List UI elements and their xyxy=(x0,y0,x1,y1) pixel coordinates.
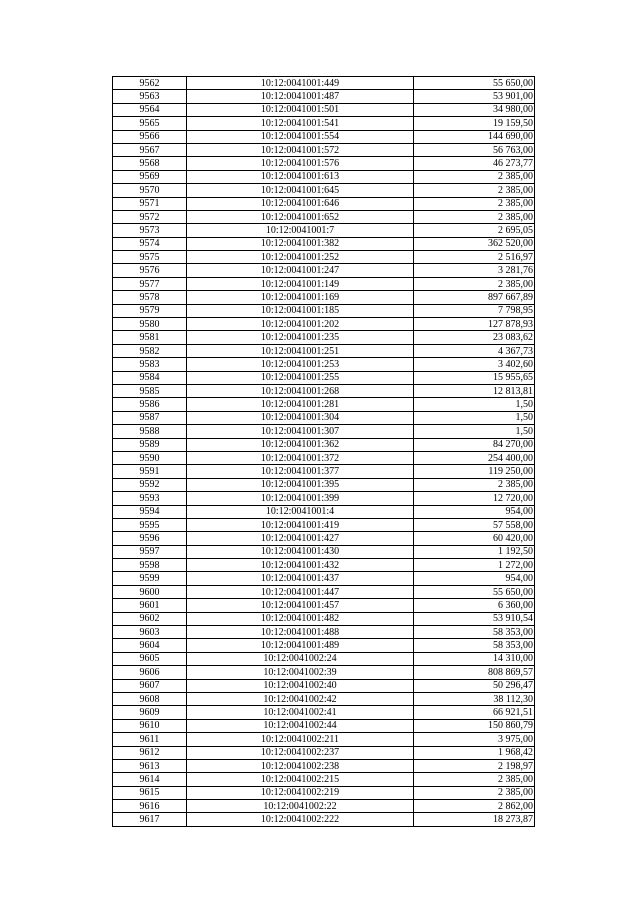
value-cell: 2 516,97 xyxy=(414,251,535,264)
row-number-cell: 9567 xyxy=(113,143,187,156)
value-cell: 254 400,00 xyxy=(414,451,535,464)
cadastral-number-cell: 10:12:0041001:419 xyxy=(187,518,414,531)
value-cell: 53 910,54 xyxy=(414,612,535,625)
cadastral-number-cell: 10:12:0041002:24 xyxy=(187,652,414,665)
value-cell: 46 273,77 xyxy=(414,157,535,170)
value-cell: 1,50 xyxy=(414,411,535,424)
table-row xyxy=(113,197,535,210)
cadastral-number-cell: 10:12:0041002:41 xyxy=(187,706,414,719)
value-cell: 58 353,00 xyxy=(414,639,535,652)
row-number-cell: 9587 xyxy=(113,411,187,424)
cadastral-number-cell: 10:12:0041001:541 xyxy=(187,117,414,130)
value-cell: 2 385,00 xyxy=(414,773,535,786)
value-cell: 2 198,97 xyxy=(414,759,535,772)
value-cell: 150 860,79 xyxy=(414,719,535,732)
table-row xyxy=(113,813,535,826)
value-cell: 23 083,62 xyxy=(414,331,535,344)
row-number-cell: 9572 xyxy=(113,210,187,223)
cadastral-number-cell: 10:12:0041001:576 xyxy=(187,157,414,170)
table-row xyxy=(113,398,535,411)
value-cell: 50 296,47 xyxy=(414,679,535,692)
row-number-cell: 9599 xyxy=(113,572,187,585)
cadastral-number-cell: 10:12:0041001:185 xyxy=(187,304,414,317)
table-row xyxy=(113,358,535,371)
row-number-cell: 9597 xyxy=(113,545,187,558)
value-cell: 7 798,95 xyxy=(414,304,535,317)
cadastral-number-cell: 10:12:0041001:645 xyxy=(187,184,414,197)
row-number-cell: 9584 xyxy=(113,371,187,384)
table-row xyxy=(113,599,535,612)
table-row xyxy=(113,77,535,90)
row-number-cell: 9562 xyxy=(113,77,187,90)
row-number-cell: 9565 xyxy=(113,117,187,130)
row-number-cell: 9582 xyxy=(113,344,187,357)
value-cell: 3 281,76 xyxy=(414,264,535,277)
table-row xyxy=(113,652,535,665)
cadastral-number-cell: 10:12:0041001:372 xyxy=(187,451,414,464)
table-row xyxy=(113,545,535,558)
value-cell: 56 763,00 xyxy=(414,143,535,156)
row-number-cell: 9571 xyxy=(113,197,187,210)
value-cell: 1 968,42 xyxy=(414,746,535,759)
cadastral-number-cell: 10:12:0041001:7 xyxy=(187,224,414,237)
cadastral-number-cell: 10:12:0041001:432 xyxy=(187,559,414,572)
cadastral-number-cell: 10:12:0041002:222 xyxy=(187,813,414,826)
cadastral-number-cell: 10:12:0041001:307 xyxy=(187,425,414,438)
cadastral-number-cell: 10:12:0041002:44 xyxy=(187,719,414,732)
cadastral-number-cell: 10:12:0041002:238 xyxy=(187,759,414,772)
cadastral-number-cell: 10:12:0041001:646 xyxy=(187,197,414,210)
cadastral-number-cell: 10:12:0041001:652 xyxy=(187,210,414,223)
table-row xyxy=(113,518,535,531)
table-row xyxy=(113,103,535,116)
row-number-cell: 9596 xyxy=(113,532,187,545)
value-cell: 2 385,00 xyxy=(414,277,535,290)
table-row xyxy=(113,639,535,652)
cadastral-number-cell: 10:12:0041001:430 xyxy=(187,545,414,558)
table-row xyxy=(113,425,535,438)
cadastral-number-cell: 10:12:0041001:449 xyxy=(187,77,414,90)
cadastral-number-cell: 10:12:0041001:251 xyxy=(187,344,414,357)
value-cell: 2 385,00 xyxy=(414,184,535,197)
cadastral-number-cell: 10:12:0041002:22 xyxy=(187,800,414,813)
cadastral-number-cell: 10:12:0041002:215 xyxy=(187,773,414,786)
table-row xyxy=(113,478,535,491)
row-number-cell: 9613 xyxy=(113,759,187,772)
cadastral-number-cell: 10:12:0041001:489 xyxy=(187,639,414,652)
cadastral-number-cell: 10:12:0041001:202 xyxy=(187,318,414,331)
row-number-cell: 9569 xyxy=(113,170,187,183)
cadastral-number-cell: 10:12:0041001:4 xyxy=(187,505,414,518)
row-number-cell: 9586 xyxy=(113,398,187,411)
row-number-cell: 9603 xyxy=(113,626,187,639)
cadastral-number-cell: 10:12:0041002:219 xyxy=(187,786,414,799)
table-row xyxy=(113,264,535,277)
cadastral-number-cell: 10:12:0041001:482 xyxy=(187,612,414,625)
value-cell: 6 360,00 xyxy=(414,599,535,612)
table-row xyxy=(113,304,535,317)
table-row xyxy=(113,251,535,264)
table-row xyxy=(113,90,535,103)
value-cell: 34 980,00 xyxy=(414,103,535,116)
table-row xyxy=(113,492,535,505)
table-row xyxy=(113,143,535,156)
cadastral-number-cell: 10:12:0041001:488 xyxy=(187,626,414,639)
row-number-cell: 9573 xyxy=(113,224,187,237)
row-number-cell: 9576 xyxy=(113,264,187,277)
table-row xyxy=(113,224,535,237)
table-row xyxy=(113,572,535,585)
row-number-cell: 9579 xyxy=(113,304,187,317)
value-cell: 57 558,00 xyxy=(414,518,535,531)
row-number-cell: 9566 xyxy=(113,130,187,143)
value-cell: 1 272,00 xyxy=(414,559,535,572)
value-cell: 127 878,93 xyxy=(414,318,535,331)
value-cell: 119 250,00 xyxy=(414,465,535,478)
row-number-cell: 9568 xyxy=(113,157,187,170)
value-cell: 2 862,00 xyxy=(414,800,535,813)
row-number-cell: 9575 xyxy=(113,251,187,264)
table-row xyxy=(113,384,535,397)
table-row xyxy=(113,210,535,223)
table-row xyxy=(113,759,535,772)
row-number-cell: 9609 xyxy=(113,706,187,719)
cadastral-number-cell: 10:12:0041001:382 xyxy=(187,237,414,250)
row-number-cell: 9564 xyxy=(113,103,187,116)
table-row xyxy=(113,130,535,143)
cadastral-number-cell: 10:12:0041002:40 xyxy=(187,679,414,692)
row-number-cell: 9570 xyxy=(113,184,187,197)
cadastral-number-cell: 10:12:0041001:252 xyxy=(187,251,414,264)
cadastral-number-cell: 10:12:0041001:253 xyxy=(187,358,414,371)
value-cell: 38 112,30 xyxy=(414,692,535,705)
table-row xyxy=(113,505,535,518)
row-number-cell: 9602 xyxy=(113,612,187,625)
cadastral-number-cell: 10:12:0041001:362 xyxy=(187,438,414,451)
table-row xyxy=(113,800,535,813)
value-cell: 66 921,51 xyxy=(414,706,535,719)
cadastral-number-cell: 10:12:0041001:281 xyxy=(187,398,414,411)
cadastral-number-cell: 10:12:0041001:247 xyxy=(187,264,414,277)
row-number-cell: 9611 xyxy=(113,733,187,746)
row-number-cell: 9614 xyxy=(113,773,187,786)
cadastral-number-cell: 10:12:0041001:501 xyxy=(187,103,414,116)
row-number-cell: 9591 xyxy=(113,465,187,478)
value-cell: 53 901,00 xyxy=(414,90,535,103)
table-row xyxy=(113,786,535,799)
cadastral-number-cell: 10:12:0041001:395 xyxy=(187,478,414,491)
value-cell: 55 650,00 xyxy=(414,585,535,598)
row-number-cell: 9577 xyxy=(113,277,187,290)
table-row xyxy=(113,344,535,357)
cadastral-number-cell: 10:12:0041001:304 xyxy=(187,411,414,424)
cadastral-number-cell: 10:12:0041001:149 xyxy=(187,277,414,290)
table-row xyxy=(113,157,535,170)
row-number-cell: 9588 xyxy=(113,425,187,438)
cadastral-number-cell: 10:12:0041002:211 xyxy=(187,733,414,746)
table-row xyxy=(113,237,535,250)
value-cell: 3 402,60 xyxy=(414,358,535,371)
value-cell: 15 955,65 xyxy=(414,371,535,384)
table-row xyxy=(113,612,535,625)
row-number-cell: 9589 xyxy=(113,438,187,451)
value-cell: 954,00 xyxy=(414,572,535,585)
table-row xyxy=(113,117,535,130)
value-cell: 1,50 xyxy=(414,398,535,411)
value-cell: 144 690,00 xyxy=(414,130,535,143)
table-row xyxy=(113,318,535,331)
table-row xyxy=(113,746,535,759)
value-cell: 2 385,00 xyxy=(414,197,535,210)
cadastral-number-cell: 10:12:0041001:457 xyxy=(187,599,414,612)
value-cell: 808 869,57 xyxy=(414,666,535,679)
table-row xyxy=(113,692,535,705)
cadastral-number-cell: 10:12:0041001:613 xyxy=(187,170,414,183)
row-number-cell: 9607 xyxy=(113,679,187,692)
value-cell: 3 975,00 xyxy=(414,733,535,746)
row-number-cell: 9581 xyxy=(113,331,187,344)
row-number-cell: 9563 xyxy=(113,90,187,103)
value-cell: 58 353,00 xyxy=(414,626,535,639)
row-number-cell: 9593 xyxy=(113,492,187,505)
value-cell: 2 385,00 xyxy=(414,478,535,491)
table-row xyxy=(113,626,535,639)
table-row xyxy=(113,719,535,732)
table-row xyxy=(113,170,535,183)
value-cell: 362 520,00 xyxy=(414,237,535,250)
cadastral-number-cell: 10:12:0041001:447 xyxy=(187,585,414,598)
table-row xyxy=(113,451,535,464)
table-row xyxy=(113,773,535,786)
row-number-cell: 9574 xyxy=(113,237,187,250)
cadastral-number-cell: 10:12:0041001:437 xyxy=(187,572,414,585)
cadastral-number-cell: 10:12:0041001:487 xyxy=(187,90,414,103)
value-cell: 18 273,87 xyxy=(414,813,535,826)
row-number-cell: 9595 xyxy=(113,518,187,531)
value-cell: 60 420,00 xyxy=(414,532,535,545)
value-cell: 84 270,00 xyxy=(414,438,535,451)
table-row xyxy=(113,331,535,344)
row-number-cell: 9590 xyxy=(113,451,187,464)
cadastral-number-cell: 10:12:0041001:255 xyxy=(187,371,414,384)
row-number-cell: 9617 xyxy=(113,813,187,826)
table-row xyxy=(113,585,535,598)
cadastral-number-cell: 10:12:0041001:268 xyxy=(187,384,414,397)
value-cell: 1 192,50 xyxy=(414,545,535,558)
table-row xyxy=(113,438,535,451)
row-number-cell: 9583 xyxy=(113,358,187,371)
table-body xyxy=(113,77,535,827)
row-number-cell: 9615 xyxy=(113,786,187,799)
cadastral-number-cell: 10:12:0041001:377 xyxy=(187,465,414,478)
row-number-cell: 9608 xyxy=(113,692,187,705)
row-number-cell: 9600 xyxy=(113,585,187,598)
row-number-cell: 9616 xyxy=(113,800,187,813)
row-number-cell: 9598 xyxy=(113,559,187,572)
table-row xyxy=(113,371,535,384)
row-number-cell: 9610 xyxy=(113,719,187,732)
table-row xyxy=(113,465,535,478)
row-number-cell: 9592 xyxy=(113,478,187,491)
value-cell: 1,50 xyxy=(414,425,535,438)
table-row xyxy=(113,559,535,572)
table-row xyxy=(113,666,535,679)
value-cell: 954,00 xyxy=(414,505,535,518)
cadastral-number-cell: 10:12:0041001:572 xyxy=(187,143,414,156)
cadastral-number-cell: 10:12:0041001:554 xyxy=(187,130,414,143)
table-row xyxy=(113,532,535,545)
value-cell: 55 650,00 xyxy=(414,77,535,90)
table-row xyxy=(113,291,535,304)
table-row xyxy=(113,706,535,719)
value-cell: 12 813,81 xyxy=(414,384,535,397)
row-number-cell: 9580 xyxy=(113,318,187,331)
cadastral-number-cell: 10:12:0041001:427 xyxy=(187,532,414,545)
value-cell: 19 159,50 xyxy=(414,117,535,130)
cadastral-number-cell: 10:12:0041002:42 xyxy=(187,692,414,705)
value-cell: 14 310,00 xyxy=(414,652,535,665)
cadastral-number-cell: 10:12:0041002:39 xyxy=(187,666,414,679)
table-row xyxy=(113,679,535,692)
row-number-cell: 9604 xyxy=(113,639,187,652)
value-cell: 2 695,05 xyxy=(414,224,535,237)
cadastral-value-table xyxy=(112,76,535,827)
table-row xyxy=(113,277,535,290)
table-row xyxy=(113,184,535,197)
row-number-cell: 9585 xyxy=(113,384,187,397)
row-number-cell: 9612 xyxy=(113,746,187,759)
row-number-cell: 9578 xyxy=(113,291,187,304)
value-cell: 4 367,73 xyxy=(414,344,535,357)
value-cell: 897 667,89 xyxy=(414,291,535,304)
value-cell: 2 385,00 xyxy=(414,170,535,183)
cadastral-number-cell: 10:12:0041001:399 xyxy=(187,492,414,505)
row-number-cell: 9594 xyxy=(113,505,187,518)
row-number-cell: 9606 xyxy=(113,666,187,679)
value-cell: 12 720,00 xyxy=(414,492,535,505)
table-row xyxy=(113,733,535,746)
row-number-cell: 9601 xyxy=(113,599,187,612)
cadastral-number-cell: 10:12:0041001:235 xyxy=(187,331,414,344)
cadastral-number-cell: 10:12:0041002:237 xyxy=(187,746,414,759)
value-cell: 2 385,00 xyxy=(414,210,535,223)
table-row xyxy=(113,411,535,424)
cadastral-number-cell: 10:12:0041001:169 xyxy=(187,291,414,304)
value-cell: 2 385,00 xyxy=(414,786,535,799)
row-number-cell: 9605 xyxy=(113,652,187,665)
